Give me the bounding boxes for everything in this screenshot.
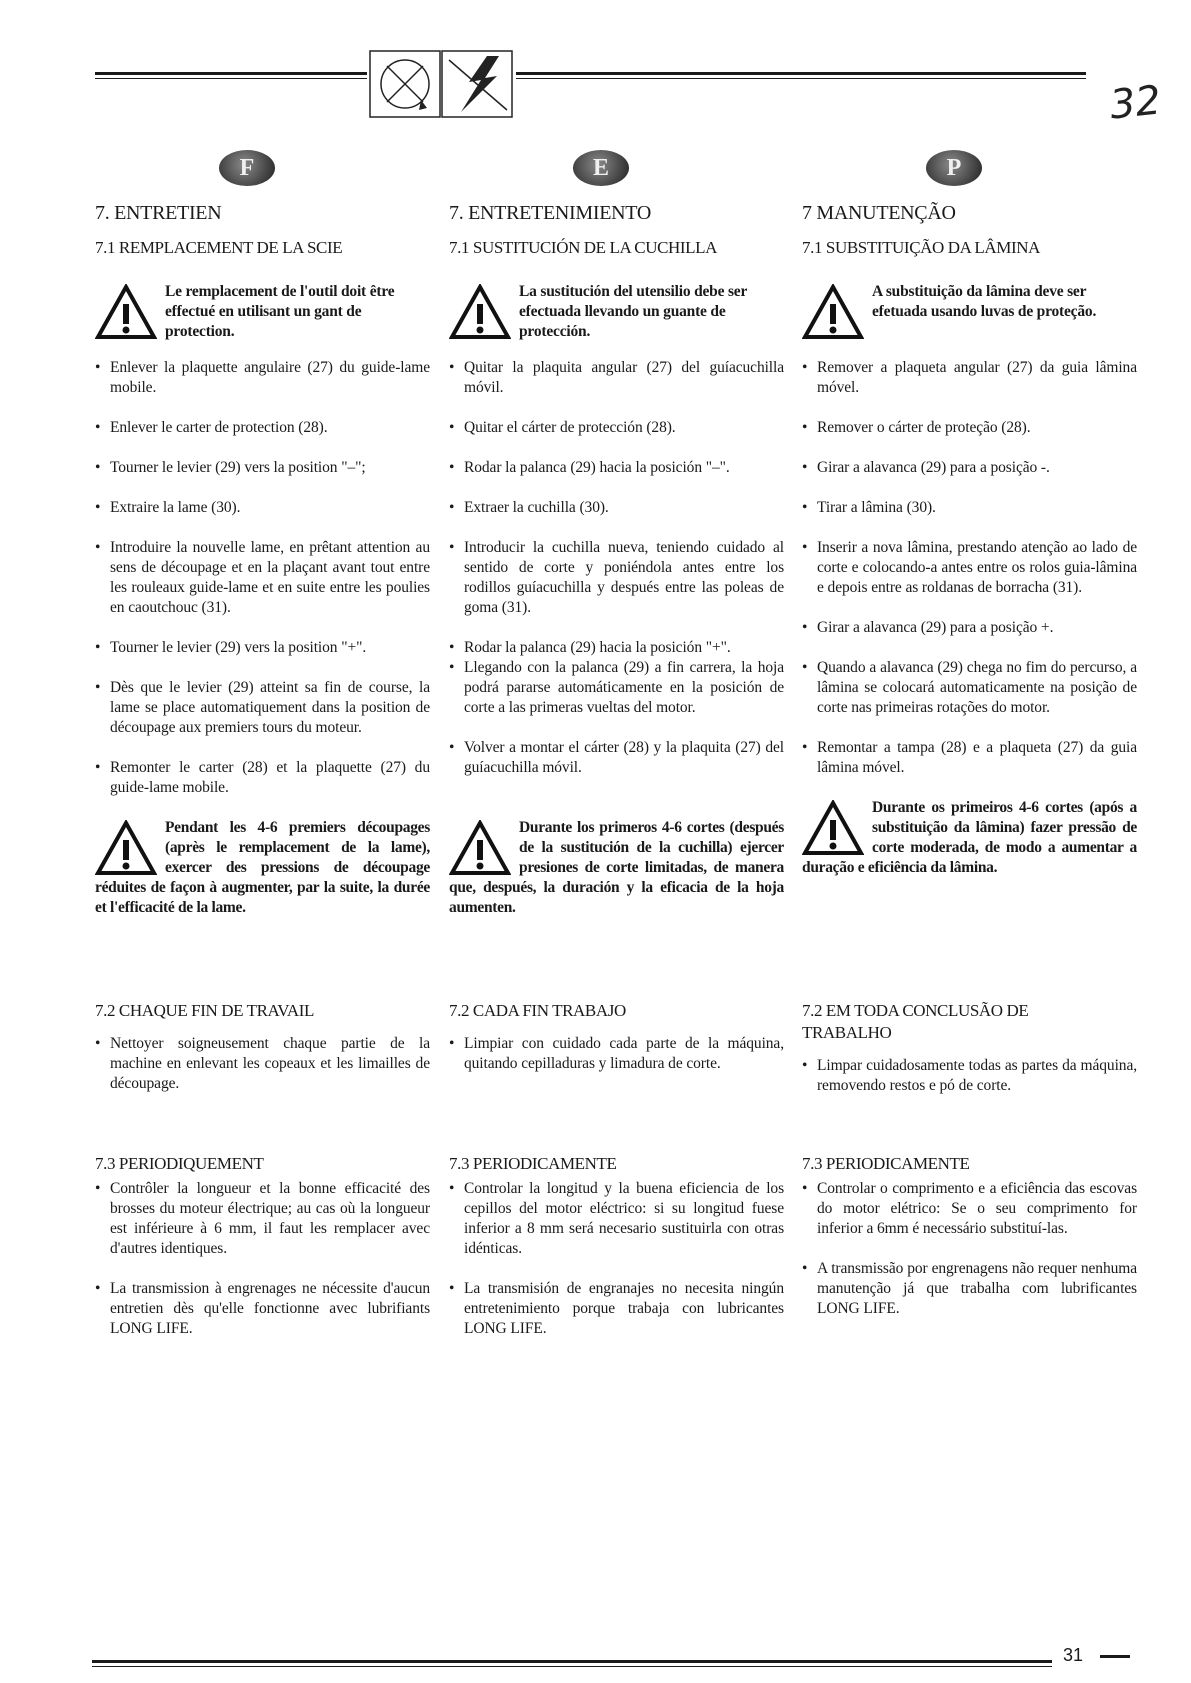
top-rule-left (95, 72, 367, 75)
list-item: • Introducir la cuchilla nueva, teniendo cuidado al sentido de corte y poniéndola antes entre los rodillos guíacuchilla y después entre las poleas de goma (31). (449, 538, 784, 618)
section-periodic-fr (95, 1153, 430, 1359)
warning-triangle-icon (449, 820, 511, 876)
section-heading: 7.3 PERIODIQUEMENT (95, 1154, 264, 1173)
list-item: • Girar a alavanca (29) para a posição -. (802, 458, 1137, 478)
step-list (802, 358, 1137, 778)
list-item: • Extraer la cuchilla (30). (449, 498, 784, 518)
maintenance-symbols (369, 50, 514, 118)
list-item: • Quitar la plaquita angular (27) del guíacuchilla móvil. (449, 358, 784, 398)
list-item: • Controlar la longitud y la buena eficiencia de los cepillos del motor eléctrico: si su longitud fuese inferior a 8 mm será necesario sustituirla con otras idénticas. (449, 1179, 784, 1259)
section-subtitle: 7.1 SUSTITUCIÓN DE LA CUCHILLA (449, 238, 718, 257)
list-item: • Quitar el cárter de protección (28). (449, 418, 784, 438)
page-number-dash (1100, 1655, 1130, 1658)
list-item: • Extraire la lame (30). (95, 498, 430, 518)
list-item: • Enlever la plaquette angulaire (27) du guide-lame mobile. (95, 358, 430, 398)
section-title: 7 MANUTENÇÃO (802, 202, 956, 224)
column-spanish (449, 150, 784, 918)
step-list (449, 358, 784, 778)
column-portuguese (802, 150, 1137, 878)
warning-triangle-icon (449, 284, 511, 340)
list-item: • Girar a alavanca (29) para a posição +. (802, 618, 1137, 638)
list-item: • Nettoyer soigneusement chaque partie de la machine en enlevant les copeaux et les limailles de découpage. (95, 1034, 430, 1094)
top-rule-right (516, 72, 1086, 75)
list-item: • Rodar la palanca (29) hacia la posición "+". (449, 638, 784, 658)
section-end-of-work-pt (802, 1000, 1137, 1116)
list-item: • La transmisión de engranajes no necesita ningún entretenimiento porque trabaja con lubricantes LONG LIFE. (449, 1279, 784, 1339)
list-item: • Controlar o comprimento e a eficiência das escovas do motor elétrico: Se o seu comprimento for inferior a 6mm é necessário substituí-las. (802, 1179, 1137, 1239)
section-heading: 7.2 CHAQUE FIN DE TRAVAIL (95, 1001, 315, 1020)
footer-rule-thin (92, 1666, 1052, 1667)
section-heading: 7.2 EM TODA CONCLUSÃO DE TRABALHO (802, 1001, 1029, 1042)
warning-note (449, 282, 784, 344)
warning-text: Pendant les 4-6 premiers découpages (après le remplacement de la lame), exercer des pressions de découpage réduites de façon à augmenter, par la suite, la durée et l'efficacité de la lame. (95, 819, 430, 916)
warning-text: La sustitución del utensilio debe ser efectuada llevando un guante de protección. (519, 283, 747, 340)
list-item: • Volver a montar el cárter (28) y la plaquita (27) del guíacuchilla móvil. (449, 738, 784, 778)
list-item: • Limpar cuidadosamente todas as partes da máquina, removendo restos e pó de corte. (802, 1056, 1137, 1096)
list-item: • A transmissão por engrenagens não requer nenhuma manutenção já que trabalha com lubrificantes LONG LIFE. (802, 1259, 1137, 1319)
list-item: • La transmission à engrenages ne nécessite d'aucun entretien dès qu'elle fonctionne avec lubrifiants LONG LIFE. (95, 1279, 430, 1339)
section-end-of-work-fr (95, 1000, 430, 1114)
section-heading: 7.2 CADA FIN TRABAJO (449, 1001, 626, 1020)
list-item: • Dès que le levier (29) atteint sa fin de course, la lame se place automatiquement dans la position de découpage aux premiers tours du moteur. (95, 678, 430, 738)
warning-note-2 (449, 818, 784, 918)
list-item: • Introduire la nouvelle lame, en prêtant attention au sens de découpage et en la plaçant avant tout entre les rouleaux guide-lame et en suite entre les poulies en caoutchouc (31). (95, 538, 430, 618)
warning-note-2 (802, 798, 1137, 878)
language-badge: F (219, 150, 275, 186)
list-item: • Remover o cárter de proteção (28). (802, 418, 1137, 438)
warning-text: Durante los primeros 4-6 cortes (después de la sustitución de la cuchilla) ejercer presiones de corte limitadas, de manera que, después, la duración y la eficacia de la hoja aumenten. (449, 819, 784, 916)
warning-note (802, 282, 1137, 344)
section-periodic-es (449, 1153, 784, 1359)
warning-note (95, 282, 430, 344)
top-rule-left-thin (95, 78, 367, 79)
list-item: • Llegando con la palanca (29) a fin carrera, la hoja podrá pararse automáticamente en la posición de corte a las primeras vueltas del motor. (449, 658, 784, 718)
warning-text: A substituição da lâmina deve ser efetuada usando luvas de proteção. (872, 283, 1097, 320)
section-heading: 7.3 PERIODICAMENTE (802, 1154, 970, 1173)
list-item: • Remonter le carter (28) et la plaquette (27) du guide-lame mobile. (95, 758, 430, 798)
section-end-of-work-es (449, 1000, 784, 1094)
list-item: • Remover a plaqueta angular (27) da guia lâmina móvel. (802, 358, 1137, 398)
column-french (95, 150, 430, 918)
warning-triangle-icon (802, 800, 864, 856)
warning-triangle-icon (95, 820, 157, 876)
warning-triangle-icon (95, 284, 157, 340)
section-subtitle: 7.1 SUBSTITUIÇÃO DA LÂMINA (802, 238, 1040, 257)
list-item: • Remontar a tampa (28) e a plaqueta (27) da guia lâmina móvel. (802, 738, 1137, 778)
list-item: • Rodar la palanca (29) hacia la posición "–". (449, 458, 784, 478)
list-item: • Contrôler la longueur et la bonne efficacité des brosses du moteur électrique; au cas où la longueur est inférieure à 6 mm, il faut les remplacer avec d'autres identiques. (95, 1179, 430, 1259)
language-badge: E (573, 150, 629, 186)
no-tool-and-electric-icon (369, 50, 514, 118)
section-heading: 7.3 PERIODICAMENTE (449, 1154, 617, 1173)
section-periodic-pt (802, 1153, 1137, 1339)
section-title: 7. ENTRETENIMIENTO (449, 202, 651, 224)
footer-rule (92, 1660, 1052, 1663)
top-rule-right-thin (516, 78, 1086, 79)
warning-note-2 (95, 818, 430, 918)
list-item: • Tourner le levier (29) vers la position "–"; (95, 458, 430, 478)
list-item: • Limpiar con cuidado cada parte de la máquina, quitando cepilladuras y limadura de corte. (449, 1034, 784, 1074)
section-subtitle: 7.1 REMPLACEMENT DE LA SCIE (95, 238, 343, 257)
list-item: • Inserir a nova lâmina, prestando atenção ao lado de corte e colocando-a antes entre os rolos guia-lâmina e depois entre as roldanas de borracha (31). (802, 538, 1137, 598)
section-title: 7. ENTRETIEN (95, 202, 222, 224)
list-item: • Enlever le carter de protection (28). (95, 418, 430, 438)
handwritten-page-number: 32 (1107, 77, 1164, 129)
warning-text: Le remplacement de l'outil doit être effectué en utilisant un gant de protection. (165, 283, 395, 340)
page-number: 31 (1063, 1645, 1084, 1665)
warning-triangle-icon (802, 284, 864, 340)
language-badge: P (926, 150, 982, 186)
list-item: • Tirar a lâmina (30). (802, 498, 1137, 518)
list-item: • Tourner le levier (29) vers la position "+". (95, 638, 430, 658)
list-item: • Quando a alavanca (29) chega no fim do percurso, a lâmina se colocará automaticamente na posição de corte nas primeiras rotações do motor. (802, 658, 1137, 718)
warning-text: Durante os primeiros 4-6 cortes (após a substituição da lâmina) fazer pressão de corte moderada, de modo a aumentar a duração e eficiência da lâmina. (802, 799, 1137, 876)
step-list (95, 358, 430, 798)
